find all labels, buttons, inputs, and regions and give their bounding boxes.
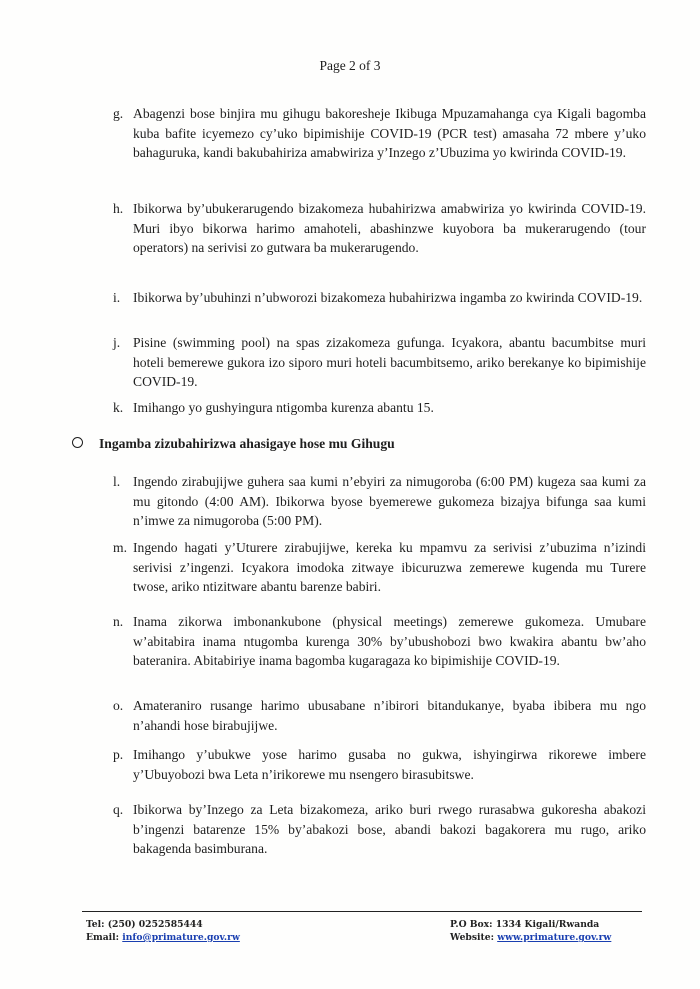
list-item	[113, 398, 646, 418]
footer-email-line	[86, 931, 240, 944]
list-item-text: Imihango y’ubukwe yose harimo gusaba no gukwa, ishyingirwa rikorewe imbere y’Ubuyobozi bwa Leta n’irikorewe mu nsengero birasubitswe.	[133, 747, 646, 782]
footer-contact-left	[86, 918, 240, 944]
list-item-marker: h.	[113, 201, 124, 216]
footer-po-box: P.O Box: 1334 Kigali/Rwanda	[450, 919, 600, 930]
footer-divider	[82, 911, 642, 912]
section-heading	[72, 434, 632, 454]
list-item-text: Ibikorwa by’ubuhinzi n’ubworozi bizakomeza hubahirizwa ingamba zo kwirinda COVID-19.	[133, 290, 643, 305]
list-item	[113, 612, 646, 671]
footer-email-link[interactable]: info@primature.gov.rw	[122, 932, 240, 943]
list-item-text: Ingendo hagati y’Uturere zirabujijwe, kereka ku mpamvu za serivisi z’ubuzima n’izindi serivisi z’ingenzi. Icyakora imodoka zitwaye ibicuruzwa zemerewe kugenda mu Turere twose, ariko ntizitware abantu barenze babiri.	[133, 540, 646, 595]
list-item-text: Ingendo zirabujijwe guhera saa kumi n’ebyiri za nimugoroba (6:00 PM) kugeza saa kumi za mu gitondo (4:00 AM). Ibikorwa byose byemerewe gukomeza bizajya bifunga saa kumi n’imwe za nimugoroba (5:00 PM).	[133, 474, 646, 529]
list-item-marker: l.	[113, 474, 121, 489]
list-item-text: Abagenzi bose binjira mu gihugu bakoresheje Ikibuga Mpuzamahanga cya Kigali bagomba kuba bafite icyemezo cy’uko bipimishije COVID-19 (PCR test) amasaha 72 mbere y’uko bahaguruka, kandi bakubahiriza amabwiriza y’Inzego z’Ubuzima yo kwirinda COVID-19.	[133, 106, 646, 161]
list-item	[113, 696, 646, 735]
footer-website-label: Website:	[450, 932, 494, 943]
list-item-marker: g.	[113, 106, 124, 121]
list-item-marker: p.	[113, 747, 124, 762]
list-item-marker: j.	[113, 335, 121, 350]
footer-contact-right	[450, 918, 611, 944]
list-item	[113, 472, 646, 531]
circle-bullet-icon	[72, 437, 83, 448]
list-item	[113, 199, 646, 258]
list-item-marker: o.	[113, 698, 124, 713]
list-item-text: Amateraniro rusange harimo ubusabane n’ibirori bitandukanye, byaba ibibera mu ngo n’ahandi hose birabujijwe.	[133, 698, 646, 733]
list-item-marker: i.	[113, 290, 121, 305]
list-item	[113, 104, 646, 163]
section-heading-text: Ingamba zizubahirizwa ahasigaye hose mu Gihugu	[99, 436, 395, 451]
list-item-marker: q.	[113, 802, 124, 817]
list-item	[113, 800, 646, 859]
footer-tel: Tel: (250) 0252585444	[86, 919, 203, 930]
footer-email-label: Email:	[86, 932, 120, 943]
list-item	[113, 745, 646, 784]
list-item-marker: m.	[113, 540, 127, 555]
footer-website-line	[450, 931, 611, 944]
list-item	[113, 538, 646, 597]
list-item-text: Pisine (swimming pool) na spas zizakomeza gufunga. Icyakora, abantu bacumbitse muri hoteli bemerewe gukora izo siporo muri hoteli bacumbitsemo, ariko berekanye ko bipimishije COVID-19.	[133, 335, 646, 390]
list-item-marker: k.	[113, 400, 124, 415]
list-item	[113, 288, 646, 308]
list-item-text: Ibikorwa by’ubukerarugendo bizakomeza hubahirizwa amabwiriza yo kwirinda COVID-19. Muri ibyo bikorwa harimo amahoteli, abashinzwe kuyobora ba mukerarugendo (tour operators) na serivisi zo gutwara ba mukerarugendo.	[133, 201, 646, 256]
list-item	[113, 333, 646, 392]
footer-website-link[interactable]: www.primature.gov.rw	[497, 932, 612, 943]
list-item-text: Ibikorwa by’Inzego za Leta bizakomeza, ariko buri rwego rurasabwa gukoresha abakozi b’ingenzi batarenze 15% by’abakozi bose, abandi bakozi bagakorera mu rugo, ariko bakagenda basimburana.	[133, 802, 646, 857]
list-item-text: Imihango yo gushyingura ntigomba kurenza abantu 15.	[133, 400, 434, 415]
list-item-marker: n.	[113, 614, 124, 629]
page-number: Page 2 of 3	[319, 58, 381, 73]
list-item-text: Inama zikorwa imbonankubone (physical meetings) zemerewe gukomeza. Umubare w’abitabira inama ntugomba kurenga 30% by’ubushobozi bwo kwakira abantu bw’aho bateranira. Abitabiriye inama bagomba kugaragaza ko bipimishije COVID-19.	[133, 614, 646, 669]
